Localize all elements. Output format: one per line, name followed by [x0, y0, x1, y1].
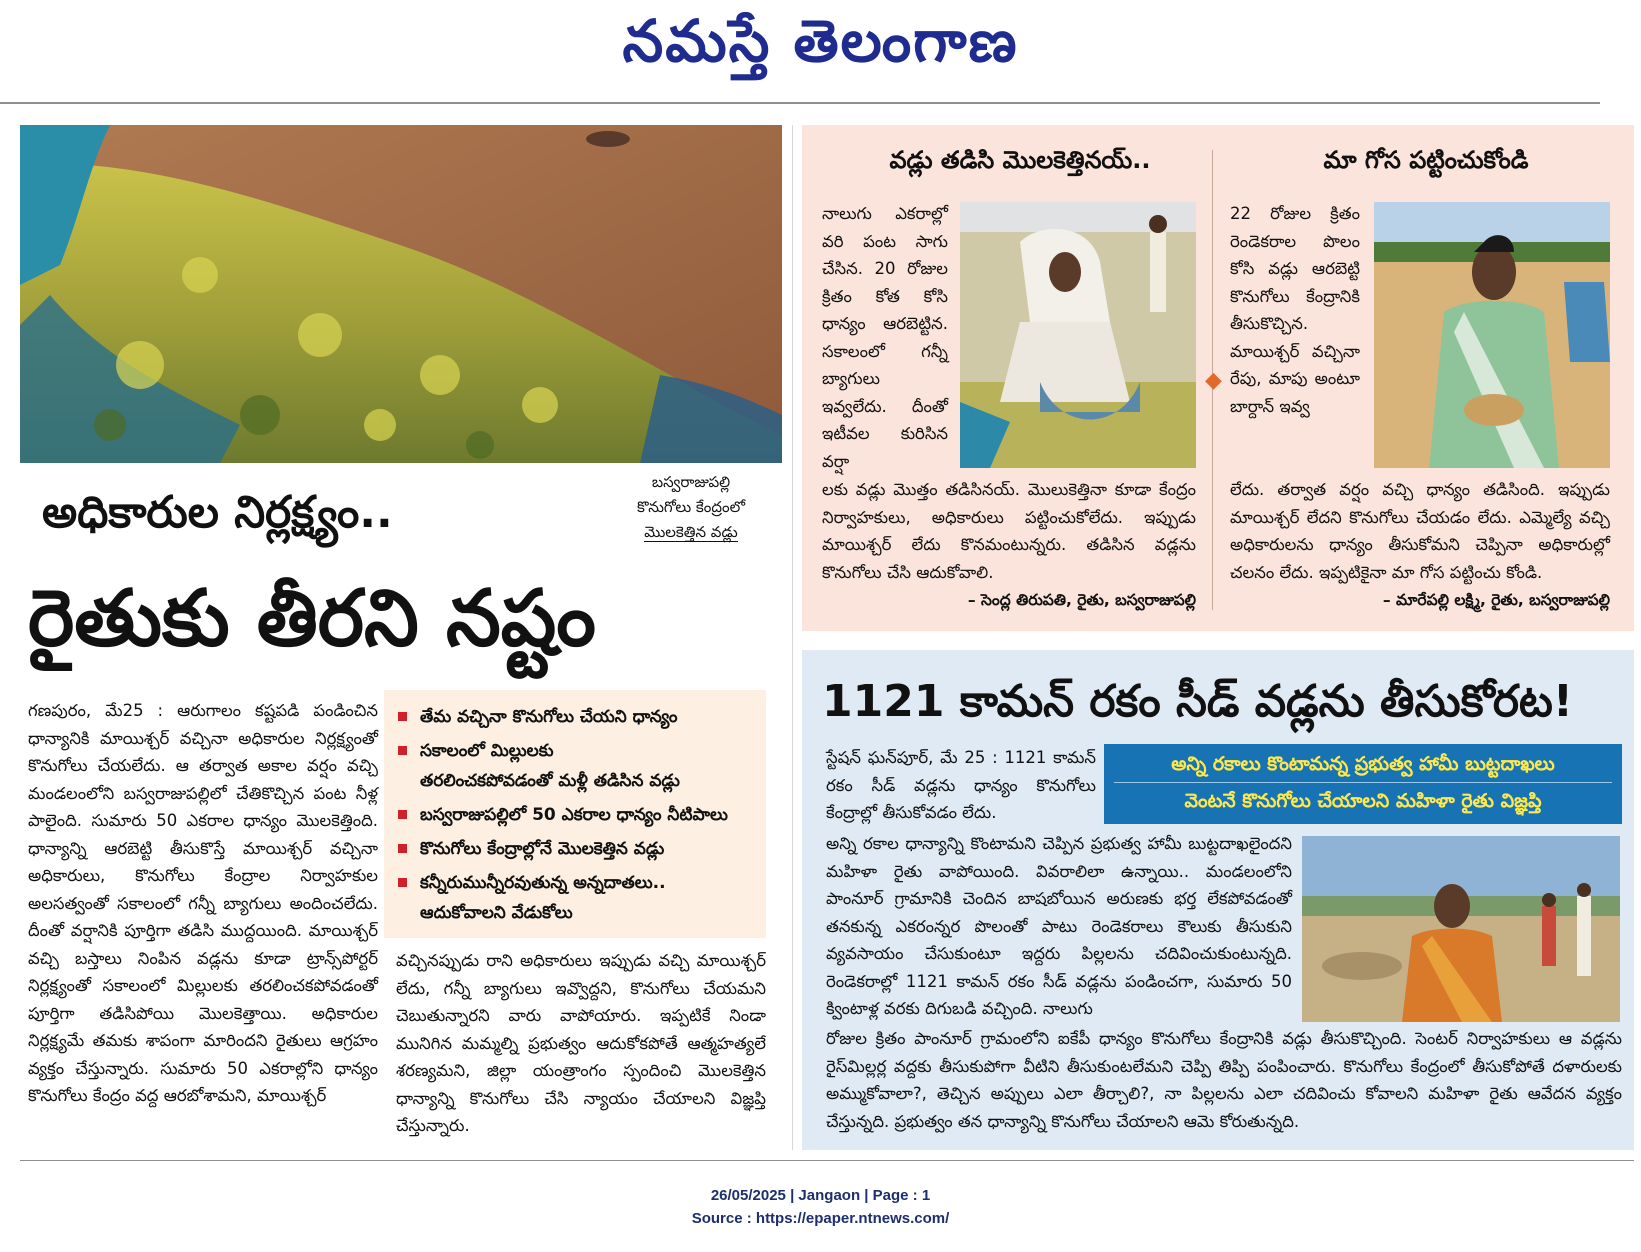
- side-right-text-wide: లేదు. తర్వాత వర్షం వచ్చి ధాన్యం తడిసింది. ఇప్పుడు మాయిశ్చర్ లేదని కొనుగోలు చేయడం లేదు. ఎమ్మెల్యే వచ్చి అధికారులను ధాన్యం తీసుకోమని చెప్పినా అధికారుల్లో చలనం లేదు. ఇప్పటికైనా మా గోస పట్టించు కోండి.: [1230, 480, 1610, 582]
- woman-farmer-photo: [1302, 836, 1620, 1022]
- side-right-title: మా గోస పట్టించుకోండి: [1323, 146, 1529, 174]
- column-divider: [792, 125, 793, 1150]
- highlight-text: సకాలంలో మిల్లులకు: [420, 741, 554, 761]
- bullet-icon: [398, 844, 407, 853]
- main-story-column-2: వచ్చినప్పుడు రాని అధికారులు ఇప్పుడు వచ్చి మాయిశ్చర్ లేదు, గన్నీ బ్యాగులు ఇవ్వొద్దని, కొనుగోలు చేయమని చెబుతున్నారని వారు వాపోయారు. ఇప్పటికే నిండా మునిగిన మమ్మల్ని ప్రభుత్వం ఆదుకోకపోతే ఆత్మహత్యలే శరణ్యమని, జిల్లా యంత్రాంగం స్పందించి మొలకెత్తిన ధాన్యాన్ని కొనుగోలు చేసి న్యాయం చేయాలని విజ్ఞప్తి చేస్తున్నారు.: [396, 951, 766, 1135]
- second-story-mid: అన్ని రకాల ధాన్యాన్ని కొంటామని చెప్పిన ప్రభుత్వ హామీ బుట్టదాఖలైందని మహిళా రైతు వాపోయింది. వివరాలిలా ఉన్నాయి.. మండలంలోని పాంనూర్ గ్రామానికి చెందిన బాషబోయిన అరుణకు భర్త లేకపోవడంతో తనకున్న ఎకరంన్నర పొలంతో పాటు రెండెకరాలు కౌలుకు తీసుకుని వ్యవసాయం చేసుకుంటూ ఇద్దరు పిల్లలను చదివించుకుంటున్నది. రెండెకరాల్లో 1121 కామన్ రకం సీడ్ వడ్లను పండించగా, సుమారు 50 క్వింటాళ్ల వరకు దిగుబడి వచ్చింది. నాలుగు: [826, 834, 1292, 1018]
- highlight-item: [394, 700, 756, 734]
- highlight-text: తరలించకపోవడంతో మళ్లీ తడిసిన వడ్లు: [420, 771, 680, 791]
- main-kicker: అధికారుల నిర్లక్ష్యం..: [42, 487, 393, 538]
- highlight-text: కన్నీరుమున్నీరవుతున్న అన్నదాతలు..: [420, 873, 666, 893]
- highlight-item-continued: [394, 764, 756, 798]
- side-right-quote: – మారేపల్లి లక్ష్మి, రైతు, బస్వరాజుపల్లి: [1382, 591, 1610, 609]
- bullet-icon: [398, 878, 407, 887]
- photo-caption-line: మొలకెత్తిన వడ్లు: [644, 523, 738, 541]
- main-headline: రైతుకు తీరని నష్టం: [28, 574, 596, 664]
- second-headline: 1121 కామన్ రకం సీడ్ వడ్లను తీసుకోరట!: [822, 676, 1573, 727]
- photo-caption: [596, 470, 786, 545]
- photo-caption-line: బస్వరాజుపల్లి: [651, 473, 731, 491]
- masthead-title: నమస్తే తెలంగాణ: [622, 7, 1019, 75]
- field-photo: [20, 125, 782, 463]
- side-left-title: వడ్లు తడిసి మొలకెత్తినయ్..: [889, 146, 1151, 174]
- highlight-text: బస్వరాజుపల్లిలో 50 ఎకరాల ధాన్యం నీటిపాలు: [420, 805, 728, 825]
- highlight-banner: [1104, 744, 1622, 824]
- highlight-text: కొనుగోలు కేంద్రాల్లోనే మొలకెత్తిన వడ్లు: [420, 839, 665, 859]
- masthead-rule: [0, 102, 1600, 104]
- second-story-lead: స్టేషన్ ఘన్‌పూర్, మే 25 : 1121 కామన్ రకం సీడ్ వడ్లను ధాన్యం కొనుగోలు కేంద్రాల్లో తీసుకోవడం లేదు.: [826, 748, 1096, 822]
- photo-caption-line: కొనుగోలు కేంద్రంలో: [637, 498, 745, 516]
- highlight-item: [394, 734, 756, 768]
- bullet-icon: [398, 746, 407, 755]
- side-left-text-wide: లకు వడ్లు మొత్తం తడిసినయ్. మొలుకెత్తినా కూడా కేంద్రం నిర్వాహకులు, అధికారులు పట్టించుకోలేదు. ఇప్పుడు మాయిశ్చర్ లేదు కొనమంటున్నరు. తడిసిన వడ్లను కొనుగోలు చేసి ఆదుకోవాలి.: [822, 480, 1196, 582]
- highlight-item: [394, 866, 756, 900]
- highlight-item-continued: [394, 896, 756, 930]
- banner-divider: [1114, 782, 1612, 783]
- bullet-icon: [398, 810, 407, 819]
- side-left-text-narrow: నాలుగు ఎకరాల్లో వరి పంట సాగు చేసిన. 20 రోజుల క్రితం కోత కోసి ధాన్యం ఆరబెట్టిన. సకాలంలో గన్నీ బ్యాగులు ఇవ్వలేదు. దీంతో ఇటీవల కురిసిన వర్షా: [822, 204, 948, 471]
- highlight-text: తేమ వచ్చినా కొనుగోలు చేయని ధాన్యం: [420, 707, 678, 727]
- footer-dateline: 26/05/2025 | Jangaon | Page : 1: [710, 1187, 931, 1204]
- banner-line: అన్ని రకాలు కొంటామన్న ప్రభుత్వ హామీ బుట్టదాఖలు: [1171, 753, 1555, 775]
- second-story-tail: రోజుల క్రితం పాంనూర్ గ్రామంలోని ఐకేపీ ధాన్యం కొనుగోలు కేంద్రానికి వడ్లు తీసుకొచ్చింది. సెంటర్ నిర్వాహకులు ఆ వడ్లను రైస్‌మిల్లర్ల వద్దకు తీసుకుపోగా వీటిని తీసుకుంటలేమని చెప్పి తిప్పి పంపించారు. కొనుగోలు కేంద్రంలో తీసుకోపోతే దళారులకు అమ్ముకోవాలా?, తెచ్చిన అప్పులు ఎలా తీర్చాలి?, నా పిల్లలను ఎలా చదివించు కోవాలని మహిళా రైతు ఆవేదన వ్యక్తం చేస్తున్నది. ప్రభుత్వం తన ధాన్యాన్ని కొనుగోలు చేయాలని ఆమె కోరుతున్నది.: [826, 1029, 1622, 1131]
- footer-rule: [20, 1160, 1634, 1161]
- bullet-icon: [398, 712, 407, 721]
- side-right-text-narrow: 22 రోజుల క్రితం రెండెకరాల పొలం కోసి వడ్లు ఆరబెట్టి కొనుగోలు కేంద్రానికి తీసుకొచ్చిన. మాయిశ్చర్ వచ్చినా రేపు, మాపు అంటూ బార్దాన్ ఇవ్వ: [1230, 204, 1360, 416]
- highlight-text: ఆదుకోవాలని వేడుకోలు: [420, 903, 573, 923]
- banner-line: వెంటనే కొనుగోలు చేయాలని మహిళా రైతు విజ్ఞప్తి: [1184, 790, 1542, 812]
- side-left-quote: – సెంద్ల తిరుపతి, రైతు, బస్వరాజుపల్లి: [967, 591, 1196, 609]
- farmer-photo-tirupati: [960, 202, 1196, 468]
- footer-source: Source : https://epaper.ntnews.com/: [691, 1210, 950, 1227]
- highlight-item: [394, 798, 756, 832]
- main-story-column-1: గణపురం, మే25 : ఆరుగాలం కష్టపడి పండించిన ధాన్యానికి మాయిశ్చర్ వచ్చినా అధికారుల నిర్లక్ష్యంతో కొనుగోలు చేయలేదు. ఆ తర్వాత అకాల వర్షం వచ్చి మండలంలోని బస్వరాజుపల్లిలో చేతికొచ్చిన పంట నీళ్ల పాలైంది. సుమారు 50 ఎకరాల ధాన్యం మొలకెత్తింది. ధాన్యాన్ని ఆరబెట్టి తీసుకొస్తే మాయిశ్చర్ వచ్చినా అధికారులు, కొనుగోలు కేంద్రాల నిర్వాహకుల అలసత్వంతో సకాలంలో గన్నీ బ్యాగులు అందించలేదు. దీంతో వర్షానికి పూర్తిగా తడిసి ముద్దయింది. మాయిశ్చర్ వచ్చి బస్తాలు నింపిన వడ్లను కూడా ట్రాన్స్‌పోర్టర్ నిర్లక్ష్యంతో సకాలంలో మిల్లులకు తరలించకపోవడంతో పూర్తిగా తడిసిపోయి మొలకెత్తాయి. అధికారుల నిర్లక్ష్యమే తమకు శాపంగా మారిందని రైతులు ఆగ్రహం వ్యక్తం చేస్తున్నారు. సుమారు 50 ఎకరాల్లోని ధాన్యం కొనుగోలు కేంద్రం వద్ద ఆరబోశామని, మాయిశ్చర్: [28, 701, 378, 1105]
- farmer-photo-lakshmi: [1374, 202, 1610, 468]
- diamond-icon: ◆: [1205, 368, 1222, 393]
- highlights-box: [384, 690, 766, 938]
- highlight-item: [394, 832, 756, 866]
